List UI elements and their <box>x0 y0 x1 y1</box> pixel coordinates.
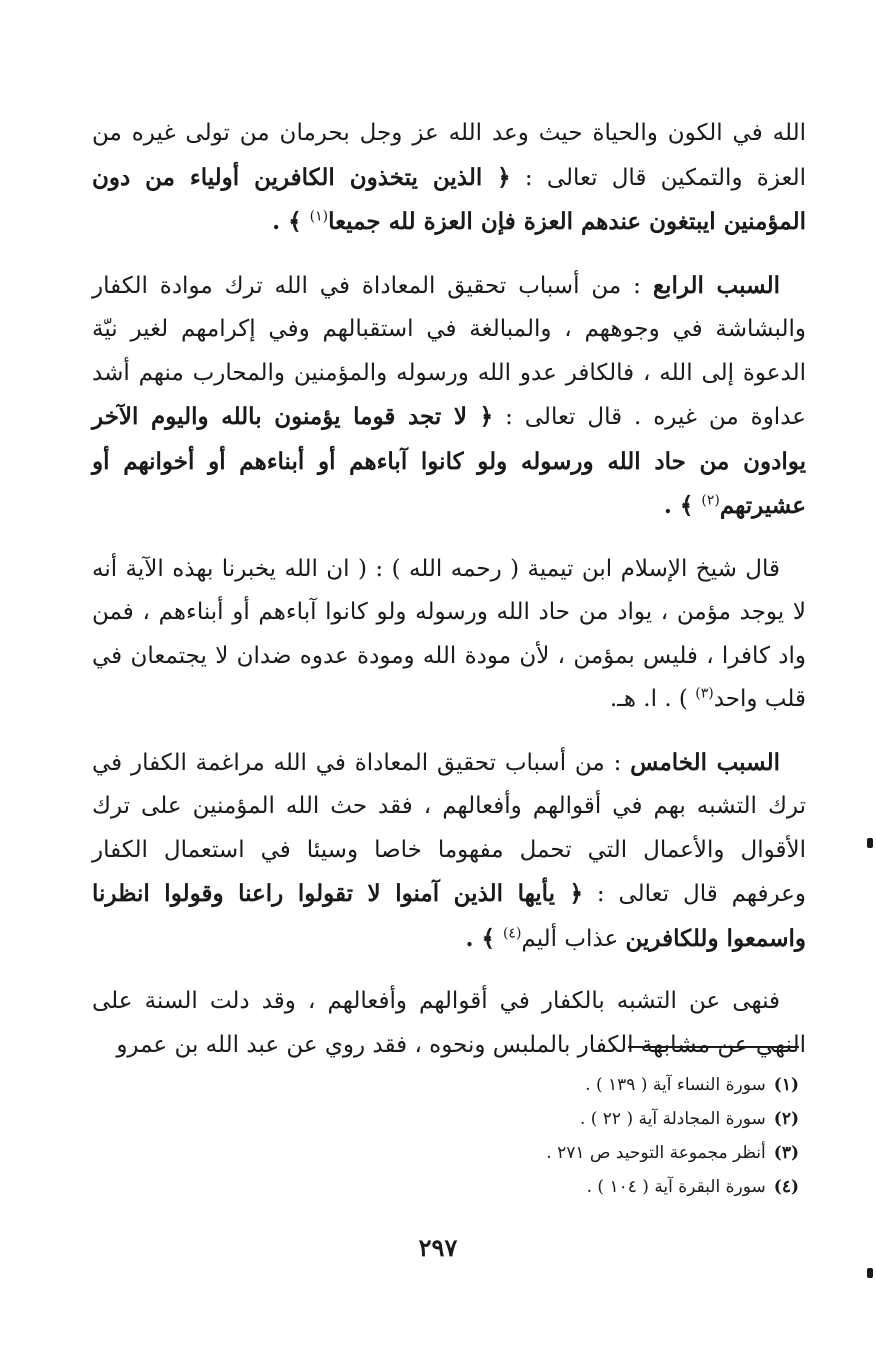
scan-mark <box>867 1268 873 1278</box>
paragraph <box>92 548 806 722</box>
footnotes <box>279 1068 799 1204</box>
paragraph-gap <box>92 245 806 264</box>
footnote-number: (٤) <box>773 1177 799 1197</box>
text-run: ) . ا. هـ. <box>609 686 696 712</box>
footnote-text: أنظر مجموعة التوحيد ص ٢٧١ . <box>546 1143 766 1163</box>
page-number: ٢٩٧ <box>418 1233 458 1262</box>
emphasized-text: السبب الرابع <box>652 271 780 299</box>
emphasized-text: ﴿ لا تجد قوما يؤمنون بالله واليوم الآخر يوادون من حاد الله ورسوله ولو كانوا آباءهم أو أبناءهم أو أخوانهم أو عشيرتهم <box>92 403 806 519</box>
footnote-number: (٢) <box>773 1109 799 1129</box>
footnote-item <box>279 1170 799 1204</box>
text-run: عذاب أليم <box>521 925 626 952</box>
footnote-item <box>279 1102 799 1136</box>
emphasized-text: ﴿ الذين يتخذون الكافرين أولياء من دون المؤمنين ايبتغون عندهم العزة فإن العزة لله جميعا <box>92 163 806 235</box>
footnote-ref: (٤) <box>502 924 522 941</box>
emphasized-text: ﴾ . <box>465 924 503 952</box>
footnote-item <box>279 1068 799 1102</box>
footnote-ref: (١) <box>309 208 329 225</box>
footnote-ref: (٣) <box>695 685 714 702</box>
emphasized-text: السبب الخامس <box>630 748 781 776</box>
paragraph <box>92 112 806 245</box>
paragraph-gap <box>92 961 806 980</box>
paragraph <box>92 264 806 529</box>
footnote-number: (١) <box>773 1075 799 1095</box>
text-run: الله في الكون والحياة حيث وعد الله عز وجل بحرمان من تولى غيره من العزة والتمكين قال تعالى : <box>92 120 806 191</box>
text-run: : من أسباب تحقيق المعاداة في الله مراغمة الكفار في ترك التشبه بهم في أقوالهم وأفعالهم ، فقد حث الله المؤمنين على ترك الأقوال والأعمال التي تحمل مفهوما خاصا وسيئا في استعمال الكفار وعرفهم قال تعالى : <box>92 749 806 907</box>
text-run: : من أسباب تحقيق المعاداة في الله ترك موادة الكفار والبشاشة في وجوههم ، والمبالغة في استقبالهم وفي إكرامهم لغير نيّة الدعوة إلى الله ، فالكافر عدو الله ورسوله والمؤمنين والمحارب منهم أشد عداوة من غيره . قال تعالى : <box>92 272 806 430</box>
paragraph <box>92 741 806 962</box>
footnote-text: سورة النساء آية ( ١٣٩ ) . <box>585 1075 766 1095</box>
paragraph <box>92 980 806 1067</box>
body-text <box>92 112 806 1067</box>
text-run: فنهى عن التشبه بالكفار في أقوالهم وأفعالهم ، وقد دلت السنة على النهي عن مشابهة الكفار بالملبس ونحوه ، فقد روي عن عبد الله بن عمرو <box>92 988 806 1058</box>
text-run: قال شيخ الإسلام ابن تيمية ( رحمه الله ) : ( ان الله يخبرنا بهذه الآية أنه لا يوجد مؤمن ، يواد من حاد الله ورسوله ولو كانوا آباءهم أو أبناءهم ، فمن واد كافرا ، فليس بمؤمن ، لأن مودة الله ومودة عدوه ضدان لا يجتمعان في قلب واحد <box>92 555 806 712</box>
paragraph-gap <box>92 529 806 548</box>
footnote-number: (٣) <box>773 1143 799 1163</box>
footnote-text: سورة البقرة آية ( ١٠٤ ) . <box>586 1177 766 1197</box>
paragraph-gap <box>92 722 806 741</box>
footnote-ref: (٢) <box>701 492 720 509</box>
emphasized-text: ﴾ . <box>663 492 702 519</box>
footnote-separator <box>628 1046 799 1048</box>
emphasized-text: ﴿ يأيها الذين آمنوا لا تقولوا راعنا وقولوا انظرنا واسمعوا وللكافرين <box>92 880 806 952</box>
footnote-text: سورة المجادلة آية ( ٢٢ ) . <box>579 1109 766 1129</box>
emphasized-text: ﴾ . <box>272 208 310 235</box>
footnote-item <box>279 1136 799 1170</box>
scan-mark <box>867 838 873 848</box>
